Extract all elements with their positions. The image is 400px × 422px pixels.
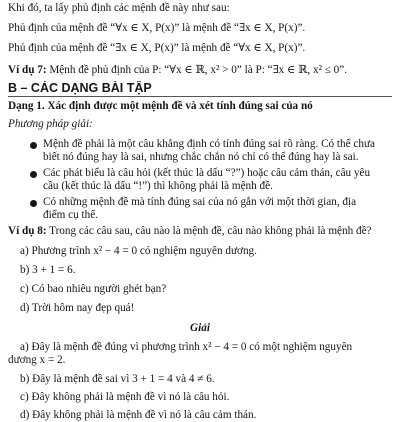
method-label: Phương pháp giải: bbox=[8, 118, 93, 130]
bullet-1-line-1: Mệnh đề phải là một câu khẳng định có tính đúng sai rõ ràng. Có thể chưa bbox=[43, 138, 375, 150]
negation-rule-1-tail: ”. bbox=[297, 22, 306, 34]
answer-c: c) Đây không phải là mệnh đề vì nó là câu hỏi. bbox=[20, 391, 230, 403]
solution-heading: Giải bbox=[190, 322, 210, 334]
answer-a-line-1: a) Đây là mệnh đề đúng vì phương trình x² − 4 = 0 có một nghiệm nguyên bbox=[20, 341, 353, 353]
negation-rule-2-tail: ”. bbox=[297, 42, 306, 54]
answer-a-line-2: dương x = 2. bbox=[8, 354, 66, 366]
example-7-label: Ví dụ 7: bbox=[8, 64, 47, 76]
item-b: b) 3 + 1 = 6. bbox=[20, 264, 76, 276]
bullet-3-line-2: điểm cụ thể. bbox=[43, 209, 98, 221]
answer-d: d) Đây không phải là mệnh đề vì nó là câu cảm thán. bbox=[20, 409, 257, 421]
intro-text: Khi đó, ta lấy phủ định các mệnh đề này như sau: bbox=[8, 2, 230, 14]
negation-rule-2-overline: P(x) bbox=[278, 42, 298, 54]
example-8 bbox=[8, 225, 392, 238]
bullet-2-line-1: Các phát biểu là câu hỏi (kết thúc là dấu “?”) hoặc câu cảm thán, câu yêu bbox=[43, 167, 371, 179]
negation-rule-1-lead: Phủ định của mệnh đề “∀x ∈ X, P(x)” là mệnh đề “∃x ∈ X, bbox=[8, 22, 279, 34]
item-d: d) Trời hôm nay đẹp quá! bbox=[20, 302, 135, 314]
section-title: B – CÁC DẠNG BÀI TẬP bbox=[8, 81, 152, 95]
example-8-label: Ví dụ 8: bbox=[8, 225, 47, 237]
example-7-tail: : “∃x ∈ ℝ, x² ≤ 0”. bbox=[261, 64, 348, 76]
bullet-3-line-1: Có những mệnh đề mà tính đúng sai của nó gắn với một thời gian, địa bbox=[43, 196, 357, 208]
negation-rule-1-overline: P(x) bbox=[278, 22, 298, 34]
answer-b: b) Đây là mệnh đề sai vì 3 + 1 = 4 và 4 ≠ 6. bbox=[20, 373, 215, 385]
negation-rule-2-lead: Phủ định của mệnh đề “∃x ∈ X, P(x)” là mệnh đề “∀x ∈ X, bbox=[8, 42, 279, 54]
bullet-dot-2 bbox=[30, 171, 37, 178]
item-a: a) Phương trình x² − 4 = 0 có nghiệm nguyên dương. bbox=[20, 245, 257, 257]
negation-rule-2 bbox=[8, 42, 392, 55]
example-7 bbox=[8, 64, 392, 77]
section-divider bbox=[8, 96, 392, 97]
dang-1-heading: Dạng 1. Xác định được một mệnh đề và xét tính đúng sai của nó bbox=[8, 100, 313, 112]
bullet-dot-3 bbox=[30, 200, 37, 207]
item-c: c) Có bao nhiêu người ghét bạn? bbox=[20, 283, 167, 295]
bullet-dot-1 bbox=[30, 142, 37, 149]
example-7-overline: $\overline{P}$ bbox=[255, 64, 262, 76]
example-7-lead: Mệnh đề phủ định của P: “∀x ∈ ℝ, x² > 0” là bbox=[46, 64, 256, 76]
negation-rule-1 bbox=[8, 22, 392, 35]
bullet-2-line-2: cầu (kết thúc là dấu “!”) thì không phải là mệnh đề. bbox=[43, 180, 273, 192]
bullet-1-line-2: biết nó đúng hay là sai, nhưng chắc chắn nó chỉ có thể đúng hay là sai. bbox=[43, 151, 359, 163]
example-8-text: Trong các câu sau, câu nào là mệnh đề, câu nào không phải là mệnh đề? bbox=[46, 225, 372, 237]
